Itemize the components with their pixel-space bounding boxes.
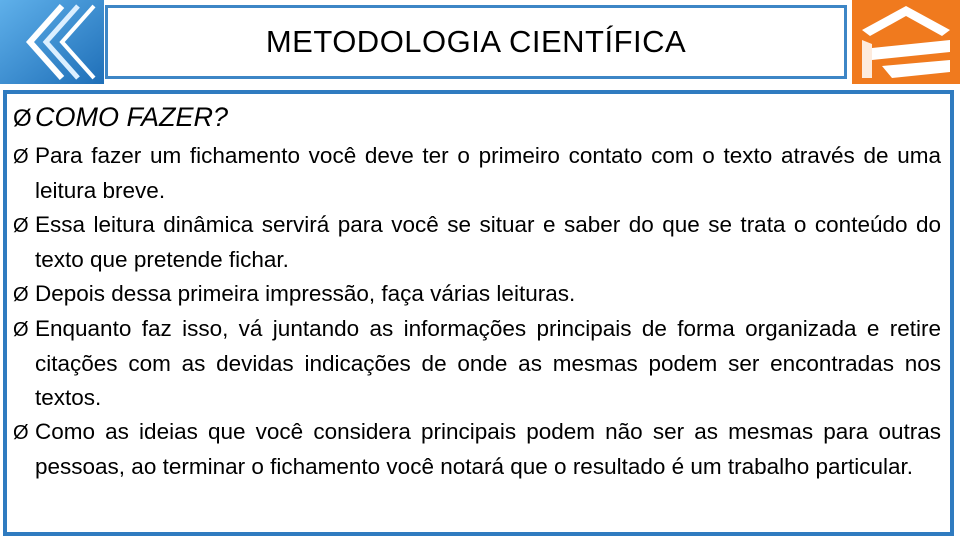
page-title: METODOLOGIA CIENTÍFICA: [265, 24, 687, 59]
list-item: [13, 312, 941, 415]
list-item: [13, 208, 941, 277]
list-item: [13, 277, 941, 312]
bullet-text: Essa leitura dinâmica servirá para você se situar e saber do que se trata o conteúdo do texto que pretende fichar.: [35, 212, 941, 272]
bullet-text: Como as ideias que você considera principais podem não ser as mesmas para outras pessoas, ao terminar o fichamento você notará que o resultado é um trabalho particular.: [35, 419, 941, 479]
right-logo: [852, 0, 960, 84]
bullet-arrow-icon: Ø: [13, 146, 29, 168]
list-item: [13, 139, 941, 208]
left-logo: [0, 0, 104, 84]
bullet-text: Enquanto faz isso, vá juntando as informações principais de forma organizada e retire citações com as devidas indicações de onde as mesmas podem ser encontradas nos textos.: [35, 316, 941, 410]
bullet-arrow-icon: Ø: [13, 284, 29, 306]
title-banner: [105, 5, 847, 79]
bullet-arrow-icon: Ø: [13, 105, 32, 132]
bullet-arrow-icon: Ø: [13, 319, 29, 341]
content-panel: [3, 90, 954, 536]
bullet-list: [13, 139, 941, 484]
bullet-arrow-icon: Ø: [13, 215, 29, 237]
section-heading: [13, 99, 228, 137]
bullet-text: Depois dessa primeira impressão, faça várias leituras.: [35, 281, 576, 306]
heading-text: COMO FAZER?: [35, 102, 229, 132]
bullet-arrow-icon: Ø: [13, 422, 29, 444]
list-item: [13, 415, 941, 484]
bullet-text: Para fazer um fichamento você deve ter o primeiro contato com o texto através de uma leitura breve.: [35, 143, 941, 203]
